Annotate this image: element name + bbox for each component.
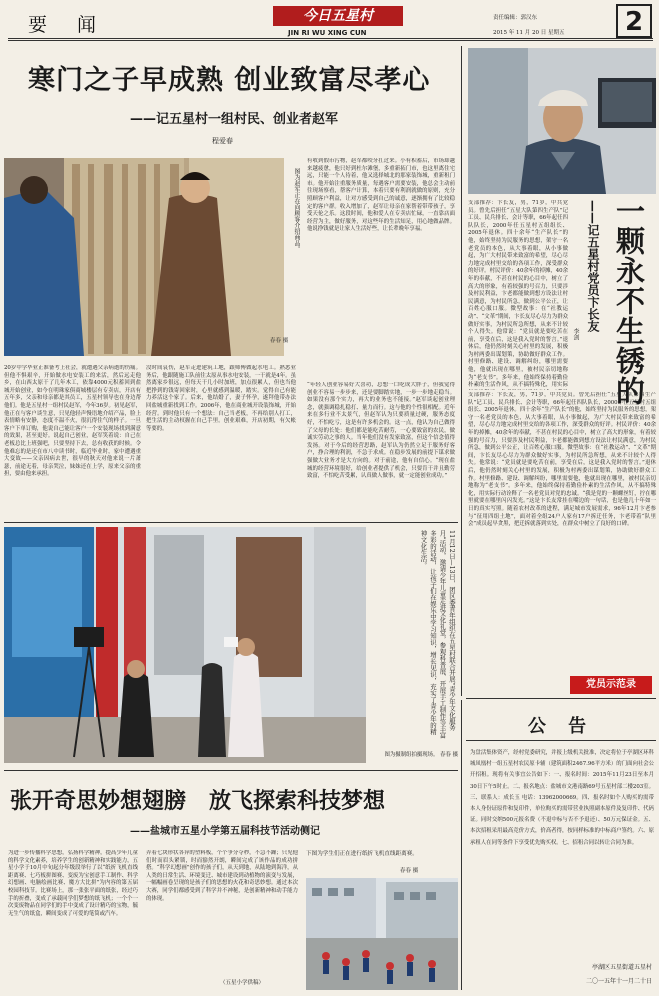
newspaper-pinyin: JIN RI WU XING CUN (288, 29, 367, 37)
story1-col3: 有收到假币污物，赵军都咬牙扛过来。小有积蓄后，市场却越来越疲惫，他只好到杜尔滩堡，多重新拓门市，也这里离住宅远，只能一个人待着，他又选择城北的那家装饰城，重新租门市。他开始注重服务质量，每遇客户需要安装，他总会主动前往现场察看，帮客户计算，本着只要有利润就做的原则，充分照顾客户利益，让对方感受到自己的诚意，逐渐拥有了比较稳定的客户群。收入增加了，赵军让母亲在家帮着带带孩子，享受天伦之乐。这段时间，他和爱人在专卖店忙碌，一直靠店面经营为主，做好服务，对这些年的生活知足，用心地做品牌。他说挣钱就是让家人生活好些，让长辈晚年享福。 (307, 158, 455, 233)
story2-headline: 一颗永不生锈的 (612, 196, 646, 406)
notice-body: 为盘活集体资产，经村党委研究，并报上级机关批准，决定将位于亭湖区环科城凤凰村一组五星村农民原卡辅（建筑面积2467.96平方米）的门面向社会公开招租。现将有关事宜公告如下：一、报名时间：2015年11月23日至本月30日下午5时止。二、报名地点：盐城市文港南路69号五星村部二楼203室。三、联系人：成长玉 电话：13962000669。四、报名时如个人购买的需带本人身份证原件和复印件，单位购买的需带营业执照副本原件及复印件、代码证。同时交纳500元报名费（不退中标与否不予退还）、50万元保证金。五、本次招租采用最高竞价方式，价高者得，按同样标准的中标商户签约。六、原承租人在同等条件下享受优先购买权。七、招租合同以转让合同为准。 (470, 750, 654, 846)
page-number: 2 (616, 4, 652, 38)
story1-photo (4, 158, 284, 356)
story1-headline: 寒门之子早成熟 创业致富尽孝心 (28, 65, 431, 96)
issue-date: 2015 年 11 月 20 日 星期五 (493, 30, 565, 36)
story4-photo (306, 878, 458, 990)
story2-badge: 党员示范录 (570, 676, 652, 694)
story1-photo-credit: 春春 摄 (270, 338, 289, 344)
story3-photo (4, 527, 366, 763)
masthead-rule (8, 38, 653, 39)
story1-col1: 20岁中学毕业正准备考上社会，就遭遇父亲病逝的伤痛。但他不惧艰辛，开始做水电安装工的来活，然后远走他乡，在山西太原干了几年木工，依靠4000元积蓄回到盐城开始创业，如今在明珠家俱商城楼层有专卖店，开店有五年多，父亲和母亲都是其员工，五星村领导也在身边帮他们。他是五星村一组村民赵军，今年36岁。初见赵军，他正在与客户谈生意，只见他轻声慢语地介绍产品，脸上表情略有安静，态度不温不火，很沉得住气的样子。一旦客户下单订购，他说自己能让客户一个安装现场找到满意的效果，甚至更好。说起自己创业，赵军笑着说：自己在老板总比上班强吧，只要坚持下去，总有收获的时候。令他难忘的是还在市八中读书时，临近毕业时，家中遭遇重大变故——父亲因病去世，很早的秋天对他来说一片萧瑟，前途无着，母亲哭泣，妹妹还在上学，原来父亲的重担，要由他来承担。 (4, 365, 141, 478)
story2-body-top: 支部推荐：卞长友，男，71岁，中共党员。曾先后担任“五星大队第四生产队”记工员、民兵排长、会计等职，66年起任四队队长，2000年任五星村五组组长、2005年退休。四十余年“生产队长”的他，始终坚持为民服务的思想，架守一名老党员的本色，从大事着眼，从小事做起，为广大村民带来致富的希望，尽心尽力地完成村里交给的各项工作，深受群众的好评。村民评价：40余年的掉摊，40余年的奉献，不甚在村民的心目中，树立了高大的形象，有着较强的号召力，只要涉及村民利益，卞老都能做到想方设法让村民满意，为村民所急，做到公平公正，让百姓心服口服。微型故事：在“社教运动”、“文革”期间，卞长友尽心尽力为群众做好实事，为村民所急所想，从来不计较个人得失。他常说：“党员就是要吃苦在前，享受在后，这是我入党时的誓言。”退休后，他仍然时刻关心村里的发展，积极为村两委出谋划策，协助做好群众工作。村里修路、建设、调解纠纷，哪里需要他，他就出现在哪里，被村民亲切地称为“老支书”。多年来，他始终保持着勤俭朴素的生活作风，从不搞特殊化，用实际 (468, 200, 568, 389)
story1-photo-caption: 图为赵军正在向顾客介绍商品。 (293, 168, 300, 252)
section-label: 要 闻 (28, 14, 109, 36)
divider-horiz-1 (4, 522, 458, 523)
divider-horiz-notice (466, 698, 656, 699)
story4-subtitle: ——盐城市五星小学第五届科技节活动侧记 (130, 826, 320, 837)
story4-col2: 弄着七块形状各异的塑料板，个个争分夺秒，不急不躁；只见他们时而眉头紧锁，时而豁然开朗，瞬间完成了该作品的成功拼搭。“科学幻想画”创作的孩子们，从天到地，从陆地到海洋，从人类的日常生活、环境变迁、城市建设到动植物的演变与发展，一幅幅画卷呈现的是孩子们的思想的火花和奇思妙想。通过本次大赛，同学们都感受到了科学并不神秘，是创新精神和动手能力的体现。 (146, 850, 298, 902)
notice-signature: 亭湖区五星街道五星村 (591, 964, 652, 971)
story4-author: （五星小学供稿） (220, 980, 265, 986)
story2-body: 支部推荐：卞长友，男，71岁，中共党员。曾先后担任“五星大队第四生产队”记工员、民兵排长、会计等职，66年起任四队队长，2000年任五星村五组组长、2005年退休。四十余年“生产队长”的他，始终坚持为民服务的思想，架守一名老党员的本色，从大事着眼，从小事做起，为广大村民带来致富的希望，尽心尽力地完成村里交给的各项工作，深受群众的好评。村民评价：40余年的掉摊，40余年的奉献，不甚在村民的心目中，树立了高大的形象，有着较强的号召力，只要涉及村民利益，卞老都能做到想方设法让村民满意，为村民所急，做到公平公正，让百姓心服口服。微型故事：在“社教运动”、“文革”期间，卞长友尽心尽力为群众做好实事，为村民所急所想，从来不计较个人得失。他常说：“党员就是要吃苦在前，享受在后，这是我入党时的誓言。”退休后，他仍然时刻关心村里的发展，积极为村两委出谋划策，协助做好群众工作。村里修路、建设、调解纠纷，哪里需要他，他就出现在哪里，被村民亲切地称为“老支书”。多年来，他始终保持着勤俭朴素的生活作风，从不搞特殊化，用实际行动诠释了一名老党员对党的忠诚。“我是党的一颗螺丝钉，拧在哪里就要在哪里闪闪发光。”这是卞长友常挂在嘴边的一句话，也是他几十年如一日的真实写照。随着农村改革的进程，满足城市发展需求，96年12月卞老参与“征用四组土地”，面对着全组24户人家有17户拆迁任务，卞老带着“队里会”成员起早贪黑，把迁拆就落到实处，在群众中树立了良好的口碑。 (468, 392, 656, 528)
editor-label: 责任编辑：郭汉东 (493, 15, 538, 21)
notice-title: 公 告 (527, 716, 595, 737)
story2-subtitle: ——记五星村党员卞长友 (586, 200, 600, 332)
notice-date: 二〇一五年十一月二十日 (585, 978, 652, 985)
divider-vert-1 (461, 46, 462, 696)
notice-title-rule (466, 740, 656, 741)
newspaper-logo: 今日五星村 (273, 6, 403, 26)
story2-author: 李剑 (572, 328, 579, 340)
story4-col1: 为进一步传播科学思想，弘扬科学精神，提高少年儿童的科学文化素养，培养学生的创新精神和实践能力，五星小学于10月中旬起分年级段举行了以“纸折飞机直线距离赛、七巧板拼图赛、变废为宝创意手工制作、科学幻想画、电脑绘画比赛、魔方大比拼”为内容的第五届校园科技节。比赛场上，那一张张平面的纸张，经过巧手的折叠，变成了承载同学们梦想的纸飞机；一个个一次变废物品在同学们的手中变成了设计精巧的宝物，毓无生气的纸盒，瞬间变成了可爱的笔筒或汽车。 (8, 850, 138, 917)
masthead (8, 6, 653, 42)
story4-credit: 春春 摄 (400, 868, 419, 874)
story1-col4-visible: “年轻人创业容易好大喜功，总想一口吃成大胖子，但我觉得创业不容易一步步来，还是要脚踏实地，一步一步地走稳当。如果没有那个实力，再大的业务也不能接。”赵军谈起创业理念，就强调稳扎稳打、量力而行。这与他的个性很相配。近年来在多行业不太景气，但赵军认为只要质量过硬，服务态度好，不怕吃亏，这是有许多机会的。这一点，他认为自己做得了父母的长处：他们都是能吃苦耐劳，一心要致富的农民，做诚实劳动之事的人。当年他们没有发家致富，但这个信念值得发扬。对于今后的经营思路，赵军认为仍然立足于服务好客户，挣合理的利润，不急于求成。在稳步发展的前提下谋求做强做大业务才是大方向的。对于前途，他有自信心。“现在盐城的经营环境很好，给创业者提供了机会，只要肯干并且勤劳致富，不怕吃苦受累，认真做人做事，就一定能创业成功。” (307, 382, 455, 480)
story4-caption: 下图为学生们正在进行纸折飞机直线距离赛。 (306, 851, 418, 857)
story2-portrait (468, 48, 656, 194)
masthead-rule-2 (8, 40, 653, 41)
story3-caption: 11月12日—13日，团区委青年组织在五星村联合开展“青少年文化服务月”活动，邀请少年儿童走进文化礼堂，参观科普展、开展手工制作等丰富多彩的活动，让孩子们在娱乐中学习知识，增长见识，充实了青少年的精神文化生活。 (419, 530, 456, 739)
story4-headline: 张开奇思妙想翅膀 放飞探索科技梦想 (10, 789, 385, 814)
story3-credit-visible: 图为摄制组拍摄现场。 春春 摄 (384, 752, 458, 758)
divider-vert-bottom (461, 700, 462, 990)
story1-author: 程爱春 (212, 137, 233, 145)
story1-col2: 没时间哀伤，赵军走进建筑工地，跟师傅做起水电工。熟悉业务后，他跟随施工队前往太原从事水电安装，一干就是4年。虽然离家乡很远，但每天干几小时加班，加点很累人，但也当他把挣到的钱寄回家时，心里就感到温暖，踏实。觉得自己有能力养活这个家了。后来，他结婚了，妻子怀孕，遂拜他带办法回盐城重新找到工作。2006年，他在商业城开设装饰城，开始经营。到时他只有一个想法：自己当老板，不再给别人打工，把生活的主动权握在自己手里。创业艰难，开店初期，有欠帐等要的。 (146, 365, 296, 432)
story1-subtitle: ——记五星村一组村民、创业者赵军 (130, 112, 339, 127)
divider-horiz-2 (4, 770, 458, 771)
